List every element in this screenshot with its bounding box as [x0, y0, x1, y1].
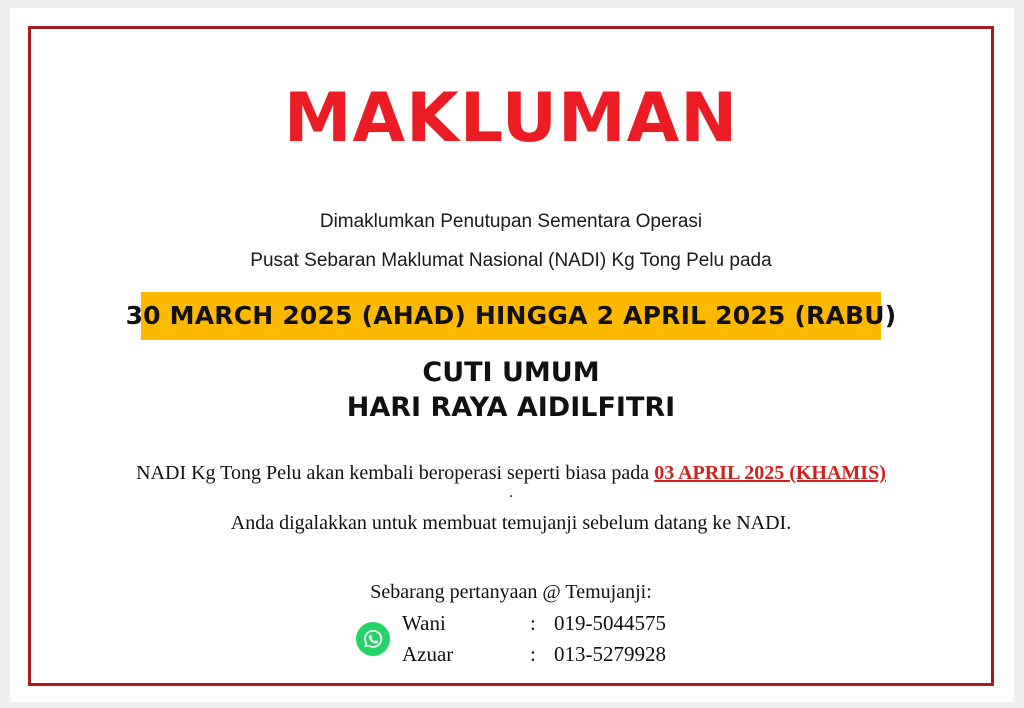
notice-content: [47, 43, 975, 669]
reopen-date: 03 APRIL 2025 (KHAMIS): [654, 462, 886, 485]
page-edge-right: [1014, 0, 1024, 708]
holiday-block: [347, 356, 675, 425]
list-item: [402, 639, 666, 669]
page-edge-top: [0, 0, 1024, 8]
whatsapp-icon: [356, 622, 390, 656]
intro-line-2: Pusat Sebaran Maklumat Nasional (NADI) Kg Tong Pelu pada: [250, 249, 772, 271]
contact-number: 019-5044575: [554, 611, 666, 636]
contact-list: [402, 608, 666, 669]
intro-line-1: Dimaklumkan Penutupan Sementara Operasi: [319, 211, 703, 232]
reopen-suffix: .: [509, 484, 513, 502]
notice-title: MAKLUMAN: [283, 79, 739, 158]
holiday-line-1: CUTI UMUM: [422, 357, 600, 389]
reopen-prefix: NADI Kg Tong Pelu akan kembali beroperasi seperti biasa pada: [136, 462, 655, 485]
notice-border-frame: [28, 26, 994, 686]
reopen-line: [136, 461, 886, 485]
contact-name: Azuar: [402, 641, 454, 666]
contact-heading: Sebarang pertanyaan @ Temujanji:: [370, 581, 652, 604]
list-item: [402, 608, 666, 638]
contact-block: [356, 581, 666, 669]
holiday-line-2: HARI RAYA AIDILFITRI: [346, 391, 676, 423]
contact-number: 013-5279928: [554, 641, 666, 666]
contact-name: Wani: [402, 611, 446, 636]
page-edge-bottom: [0, 702, 1024, 708]
closure-date-band: [125, 292, 897, 341]
closure-date-text: 30 MARCH 2025 (AHAD) HINGGA 2 APRIL 2025 (RABU): [125, 301, 897, 331]
page-edge-left: [0, 0, 10, 708]
contact-rows: [356, 608, 666, 669]
contact-separator: :: [530, 641, 536, 666]
appointment-note: Anda digalakkan untuk membuat temujanji sebelum datang ke NADI.: [230, 512, 792, 535]
contact-separator: :: [530, 611, 536, 636]
